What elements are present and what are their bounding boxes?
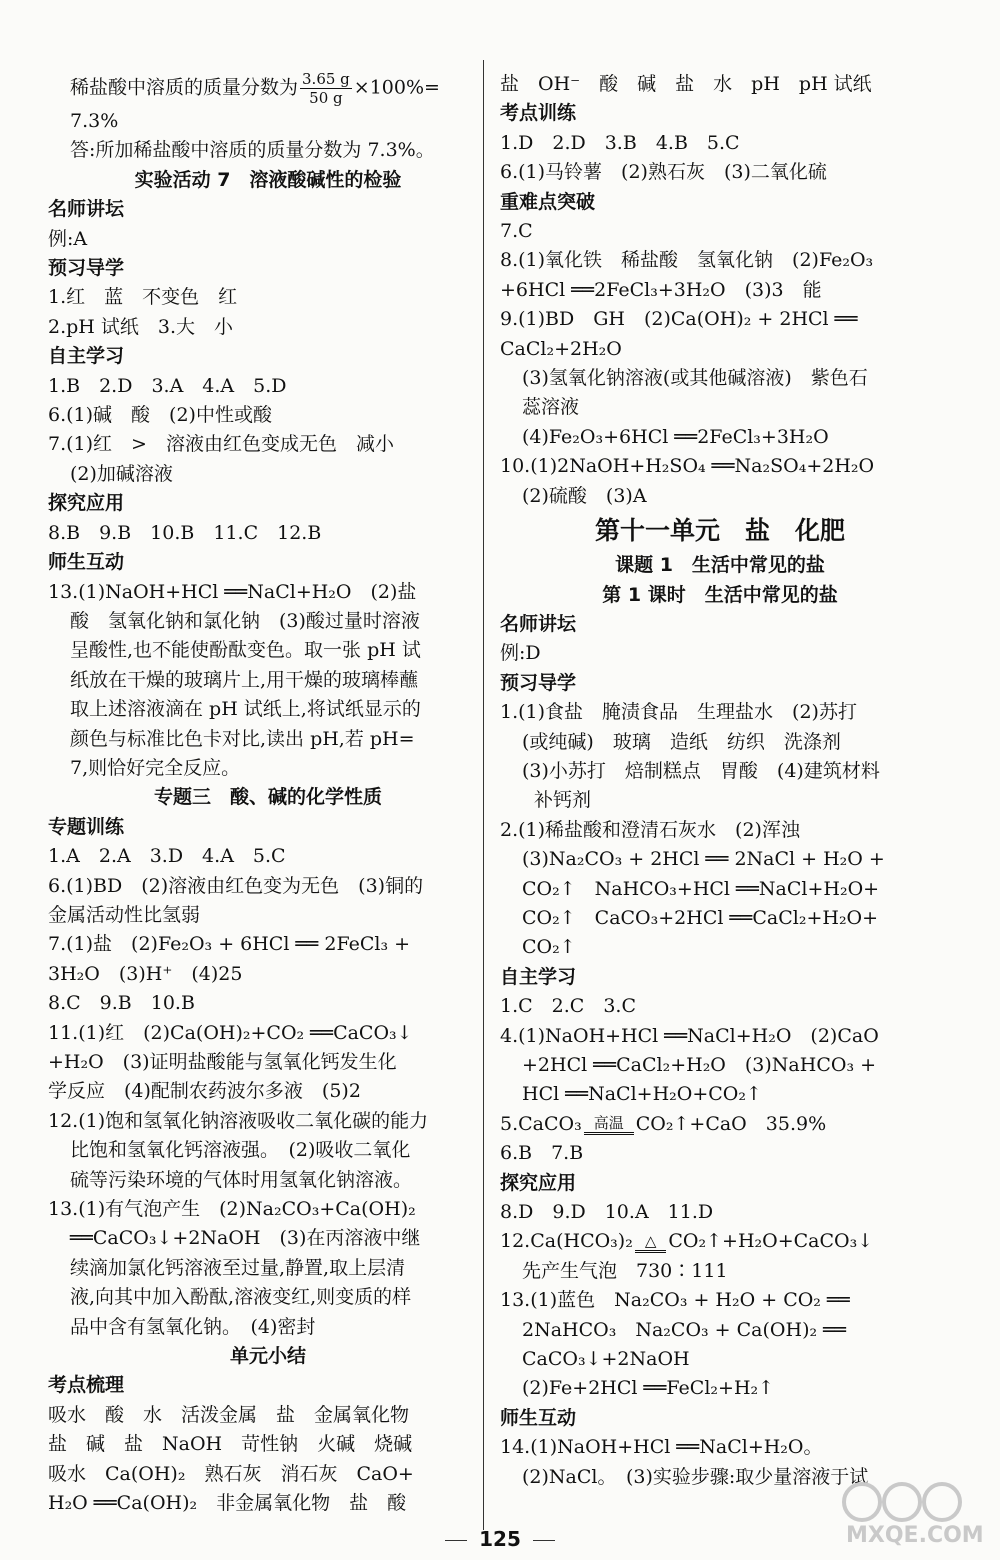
- answer-line: 1.红 蓝 不变色 红: [48, 286, 238, 309]
- answer-line: 先产生气泡 730∶111: [522, 1259, 728, 1282]
- equation-left: 5.CaCO₃: [500, 1112, 582, 1135]
- section-heading: 探究应用: [48, 492, 125, 515]
- answer-line: ══CaCO₃↓+2NaOH (3)在丙溶液中继: [70, 1227, 421, 1250]
- answer-line: 品中含有氢氧化钠。 (4)密封: [70, 1315, 316, 1338]
- topic-title: 专题三 酸、碱的化学性质: [153, 786, 382, 809]
- answer-line: 8.D 9.D 10.A 11.D: [500, 1201, 714, 1224]
- answer-line: 11.(1)红 (2)Ca(OH)₂+CO₂ ══CaCO₃↓: [48, 1021, 413, 1044]
- answer-line: 比饱和氢氧化钙溶液强。 (2)吸收二氧化: [70, 1139, 411, 1162]
- answer-line: 7.(1)红 > 溶液由红色变成无色 减小: [48, 433, 394, 456]
- answer-line: 10.(1)2NaOH+H₂SO₄ ══Na₂SO₄+2H₂O: [500, 455, 875, 478]
- left-column: [48, 70, 488, 1519]
- section-heading: 考点梳理: [48, 1374, 125, 1397]
- answer-line: H₂O ══Ca(OH)₂ 非金属氧化物 盐 酸: [48, 1492, 407, 1515]
- answer-line: 6.(1)碱 酸 (2)中性或酸: [48, 404, 272, 427]
- answer-line: 8.C 9.B 10.B: [48, 992, 195, 1015]
- answer-line: 学反应 (4)配制农药波尔多液 (5)2: [48, 1080, 361, 1103]
- equation-right: CO₂↑+CaO 35.9%: [635, 1112, 827, 1135]
- answer-line: HCl ══NaCl+H₂O+CO₂↑: [522, 1083, 762, 1106]
- answer-line: 8.B 9.B 10.B 11.C 12.B: [48, 521, 322, 544]
- answer-line: 2NaHCO₃ Na₂CO₃ + Ca(OH)₂ ══: [522, 1318, 847, 1341]
- answer-line: +6HCl ══2FeCl₃+3H₂O (3)3 能: [500, 278, 822, 301]
- answer-line: 硫等污染环境的气体时用氢氧化钠溶液。: [70, 1168, 413, 1191]
- answer-line: 7,则恰好完全反应。: [70, 756, 241, 779]
- answer-line: (4)Fe₂O₃+6HCl ══2FeCl₃+3H₂O: [522, 425, 829, 448]
- answer-line: 1.C 2.C 3.C: [500, 995, 636, 1018]
- answer-line: CaCl₂+2H₂O: [500, 337, 622, 360]
- answer-line: +H₂O (3)证明盐酸能与氢氧化钙发生化: [48, 1051, 397, 1073]
- right-column: [500, 70, 940, 1492]
- answer-line: 吸水 酸 水 活泼金属 盐 金属氧化物: [48, 1403, 410, 1426]
- section-heading: 重难点突破: [500, 190, 596, 213]
- activity-title: 实验活动 7 溶液酸碱性的检验: [134, 168, 402, 191]
- answer-line: 2.(1)稀盐酸和澄清石灰水 (2)浑浊: [500, 818, 800, 841]
- section-heading: 名师讲坛: [500, 612, 577, 635]
- answer-line: 颜色与标准比色卡对比,读出 pH,若 pH=: [70, 727, 415, 750]
- section-heading: 自主学习: [500, 965, 577, 988]
- answer-line: CO₂↑ NaHCO₃+HCl ══NaCl+H₂O+: [522, 877, 880, 900]
- answer-line: (2)NaCl。 (3)实验步骤:取少量溶液于试: [522, 1465, 869, 1488]
- answer-line: CO₂↑ CaCO₃+2HCl ══CaCl₂+H₂O+: [522, 906, 879, 929]
- section-heading: 自主学习: [48, 345, 125, 368]
- answer-line: (或纯碱) 玻璃 造纸 纺织 洗涤剂: [522, 730, 841, 753]
- answer-line: 补钙剂: [534, 789, 592, 812]
- answer-line: (3)氢氧化钠溶液(或其他碱溶液) 紫色石: [522, 367, 868, 390]
- equation-right: CO₂↑+H₂O+CaCO₃↓: [668, 1230, 874, 1253]
- answer-line: 6.(1)BD (2)溶液由红色变为无色 (3)铜的: [48, 874, 424, 897]
- answer-line: 蕊溶液: [522, 396, 580, 419]
- section-heading: 考点训练: [500, 102, 577, 125]
- answer-line: 取上述溶液滴在 pH 试纸上,将试纸显示的: [70, 698, 421, 721]
- answer-line: (3)Na₂CO₃ + 2HCl ══ 2NaCl + H₂O +: [522, 848, 885, 871]
- fraction-denominator: 50 g: [309, 89, 343, 107]
- answer-line: 呈酸性,也不能使酚酞变色。取一张 pH 试: [70, 639, 421, 662]
- lesson-title: 课题 1 生活中常见的盐: [615, 554, 825, 577]
- answer-line: 续滴加氯化钙溶液至过量,静置,取上层清: [70, 1256, 406, 1279]
- section-heading: 预习导学: [500, 671, 577, 694]
- answer-line: 盐 OH⁻ 酸 碱 盐 水 pH pH 试纸: [500, 73, 872, 95]
- answer-line: (2)Fe+2HCl ══FeCl₂+H₂↑: [522, 1377, 775, 1400]
- answer-line: 例:A: [48, 227, 88, 250]
- answer-line: CaCO₃↓+2NaOH: [522, 1348, 690, 1371]
- answer-line: 7.(1)盐 (2)Fe₂O₃ + 6HCl ══ 2FeCl₃ +: [48, 933, 411, 956]
- answer-line: 2.pH 试纸 3.大 小: [48, 315, 234, 338]
- section-heading: 探究应用: [500, 1171, 577, 1194]
- answer-line: 例:D: [500, 642, 541, 665]
- answer-line: 9.(1)BD GH (2)Ca(OH)₂ + 2HCl ══: [500, 308, 858, 331]
- answer-line: 盐 碱 盐 NaOH 苛性钠 火碱 烧碱: [48, 1433, 413, 1456]
- answer-line: 6.(1)马铃薯 (2)熟石灰 (3)二氧化硫: [500, 161, 827, 184]
- answer-line: (2)硫酸 (3)A: [522, 484, 647, 507]
- equation-left: 12.Ca(HCO₃)₂: [500, 1230, 633, 1253]
- section-heading: 师生互动: [500, 1406, 577, 1429]
- summary-title: 单元小结: [229, 1345, 306, 1368]
- answer-line: 13.(1)NaOH+HCl ══NaCl+H₂O (2)盐: [48, 580, 417, 603]
- answer-line: 14.(1)NaOH+HCl ══NaCl+H₂O。: [500, 1436, 823, 1459]
- reaction-condition: △: [635, 1232, 667, 1253]
- fraction-numerator: 3.65 g: [302, 70, 350, 88]
- reaction-arrow: [584, 1114, 634, 1135]
- calc-suffix: ×100%=: [353, 76, 440, 99]
- calc-prefix: 稀盐酸中溶质的质量分数为: [70, 76, 299, 99]
- page-number: 125: [0, 1527, 1000, 1551]
- answer-line: 3H₂O (3)H⁺ (4)25: [48, 962, 243, 985]
- answer-line: (3)小苏打 焙制糕点 胃酸 (4)建筑材料: [522, 759, 880, 782]
- answer-line: 酸 氢氧化钠和氯化钠 (3)酸过量时溶液: [70, 609, 420, 632]
- section-heading: 名师讲坛: [48, 198, 125, 221]
- answer-line: 答:所加稀盐酸中溶质的质量分数为 7.3%。: [70, 139, 435, 162]
- answer-line: 13.(1)蓝色 Na₂CO₃ + H₂O + CO₂ ══: [500, 1289, 850, 1312]
- watermark-text: MXQE.COM: [846, 1523, 984, 1548]
- calc-line: [48, 70, 488, 107]
- section-heading: 师生互动: [48, 551, 125, 574]
- fraction: [300, 70, 352, 107]
- answer-line: 1.(1)食盐 腌渍食品 生理盐水 (2)苏打: [500, 701, 857, 724]
- answer-line: 金属活动性比氢弱: [48, 903, 201, 926]
- answer-line: CO₂↑: [522, 936, 576, 959]
- answer-line: 6.B 7.B: [500, 1142, 584, 1165]
- period-title: 第 1 课时 生活中常见的盐: [602, 583, 838, 606]
- answer-line: 吸水 Ca(OH)₂ 熟石灰 消石灰 CaO+: [48, 1462, 414, 1485]
- answer-line: 1.A 2.A 3.D 4.A 5.C: [48, 845, 286, 868]
- reaction-condition: 高温: [584, 1114, 634, 1135]
- equation-line: [500, 1110, 940, 1139]
- reaction-arrow: [635, 1232, 667, 1253]
- calc-result: 7.3%: [70, 110, 119, 132]
- answer-line: 液,向其中加入酚酞,溶液变红,则变质的样: [70, 1286, 412, 1309]
- answer-line: 8.(1)氧化铁 稀盐酸 氢氧化钠 (2)Fe₂O₃: [500, 249, 874, 272]
- answer-line: 12.(1)饱和氢氧化钠溶液吸收二氧化碳的能力: [48, 1109, 429, 1132]
- answer-line: 13.(1)有气泡产生 (2)Na₂CO₃+Ca(OH)₂: [48, 1198, 416, 1221]
- answer-line: 纸放在干燥的玻璃片上,用干燥的玻璃棒蘸: [70, 668, 419, 691]
- unit-title: 第十一单元 盐 化肥: [594, 516, 845, 546]
- answer-line: (2)加碱溶液: [70, 462, 173, 485]
- section-heading: 专题训练: [48, 815, 125, 838]
- answer-line: 1.D 2.D 3.B 4.B 5.C: [500, 131, 740, 154]
- answer-line: +2HCl ══CaCl₂+H₂O (3)NaHCO₃ +: [522, 1054, 877, 1076]
- answer-line: 4.(1)NaOH+HCl ══NaCl+H₂O (2)CaO: [500, 1024, 879, 1047]
- section-heading: 预习导学: [48, 257, 125, 280]
- answer-line: 7.C: [500, 220, 533, 243]
- answer-line: 1.B 2.D 3.A 4.A 5.D: [48, 374, 287, 397]
- equation-line: [500, 1227, 940, 1256]
